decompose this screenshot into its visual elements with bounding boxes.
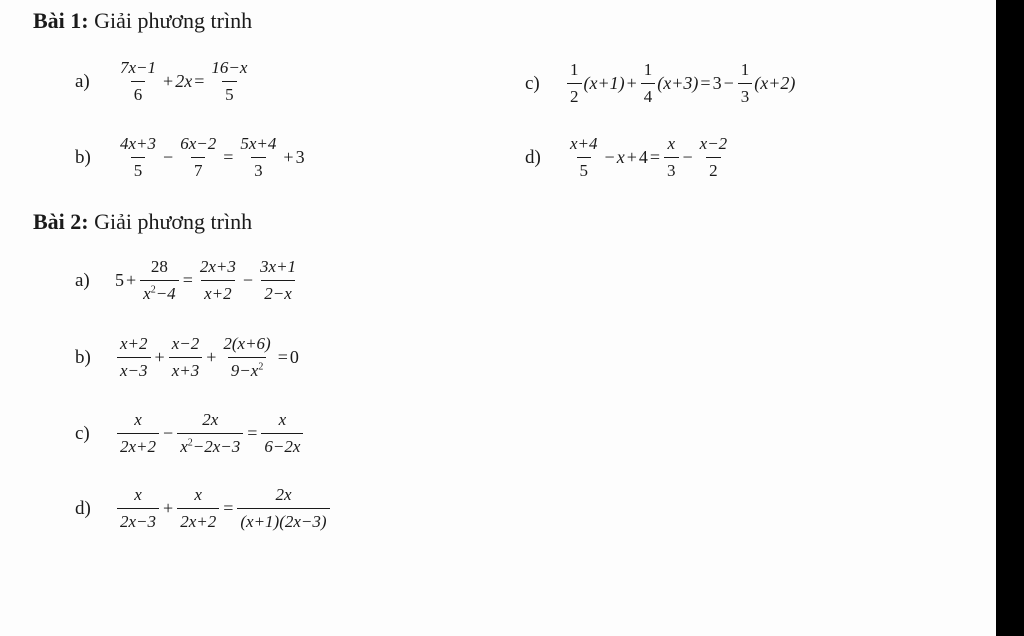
exercise-2c [75, 410, 305, 457]
problem-label: b) [75, 346, 91, 368]
right-edge-bar [996, 0, 1024, 636]
equation: $\frac{x}{2x+2}$ − $\frac{2x}{x^2-2x-3}$ = $\frac{x}{6-2x}$ [115, 410, 305, 457]
problem-label: d) [75, 497, 91, 519]
exercise-1-heading [33, 8, 252, 34]
problem-label: c) [525, 72, 540, 94]
exercise-2-number: Bài 2: [33, 209, 89, 234]
equation: $\frac{7x-1}{6}$ + 2x = $\frac{16-x}{5}$ [120, 58, 248, 104]
exercise-2-title: Giải phương trình [94, 209, 253, 234]
exercise-1a [75, 58, 252, 105]
exercise-1-title: Giải phương trình [94, 8, 253, 33]
problem-label: d) [525, 146, 541, 168]
exercise-1c [525, 60, 795, 107]
exercise-1b [75, 134, 305, 181]
problem-label: a) [75, 70, 90, 92]
problem-label: b) [75, 146, 91, 168]
equation: $\frac{x+2}{x-3}$ + $\frac{x-2}{x+3}$ + $\frac{2(x+6)}{9-x^2}$ = 0 [115, 334, 299, 381]
exercise-1d [525, 134, 732, 181]
equation: $\frac{4x+3}{5}$ − $\frac{6x-2}{7}$ = $\frac{5x+4}{3}$ + 3 [120, 134, 305, 180]
equation: $\frac{x+4}{5}$ − x + 4 = $\frac{x}{3}$ − $\frac{x-2}{2}$ [570, 134, 728, 180]
exercise-2-heading [33, 209, 252, 235]
equation: $\frac{x}{2x-3}$ + $\frac{x}{2x+2}$ = $\frac{2x}{(x+1)(2x-3)}$ [115, 485, 332, 532]
exercise-2b [75, 334, 299, 381]
equation: 5 + $\frac{28}{x^2-4}$ = $\frac{2x+3}{x+2}$ − $\frac{3x+1}{2-x}$ [115, 257, 297, 303]
exercise-1-number: Bài 1: [33, 8, 89, 33]
exercise-2d [75, 485, 332, 532]
problem-label: c) [75, 422, 90, 444]
equation: $\frac{1}{2}$ (x+1) + $\frac{1}{4}$ (x+3) = 3 − $\frac{1}{3}$ (x+2) [565, 60, 795, 107]
exercise-2a [75, 257, 301, 304]
problem-label: a) [75, 269, 90, 291]
